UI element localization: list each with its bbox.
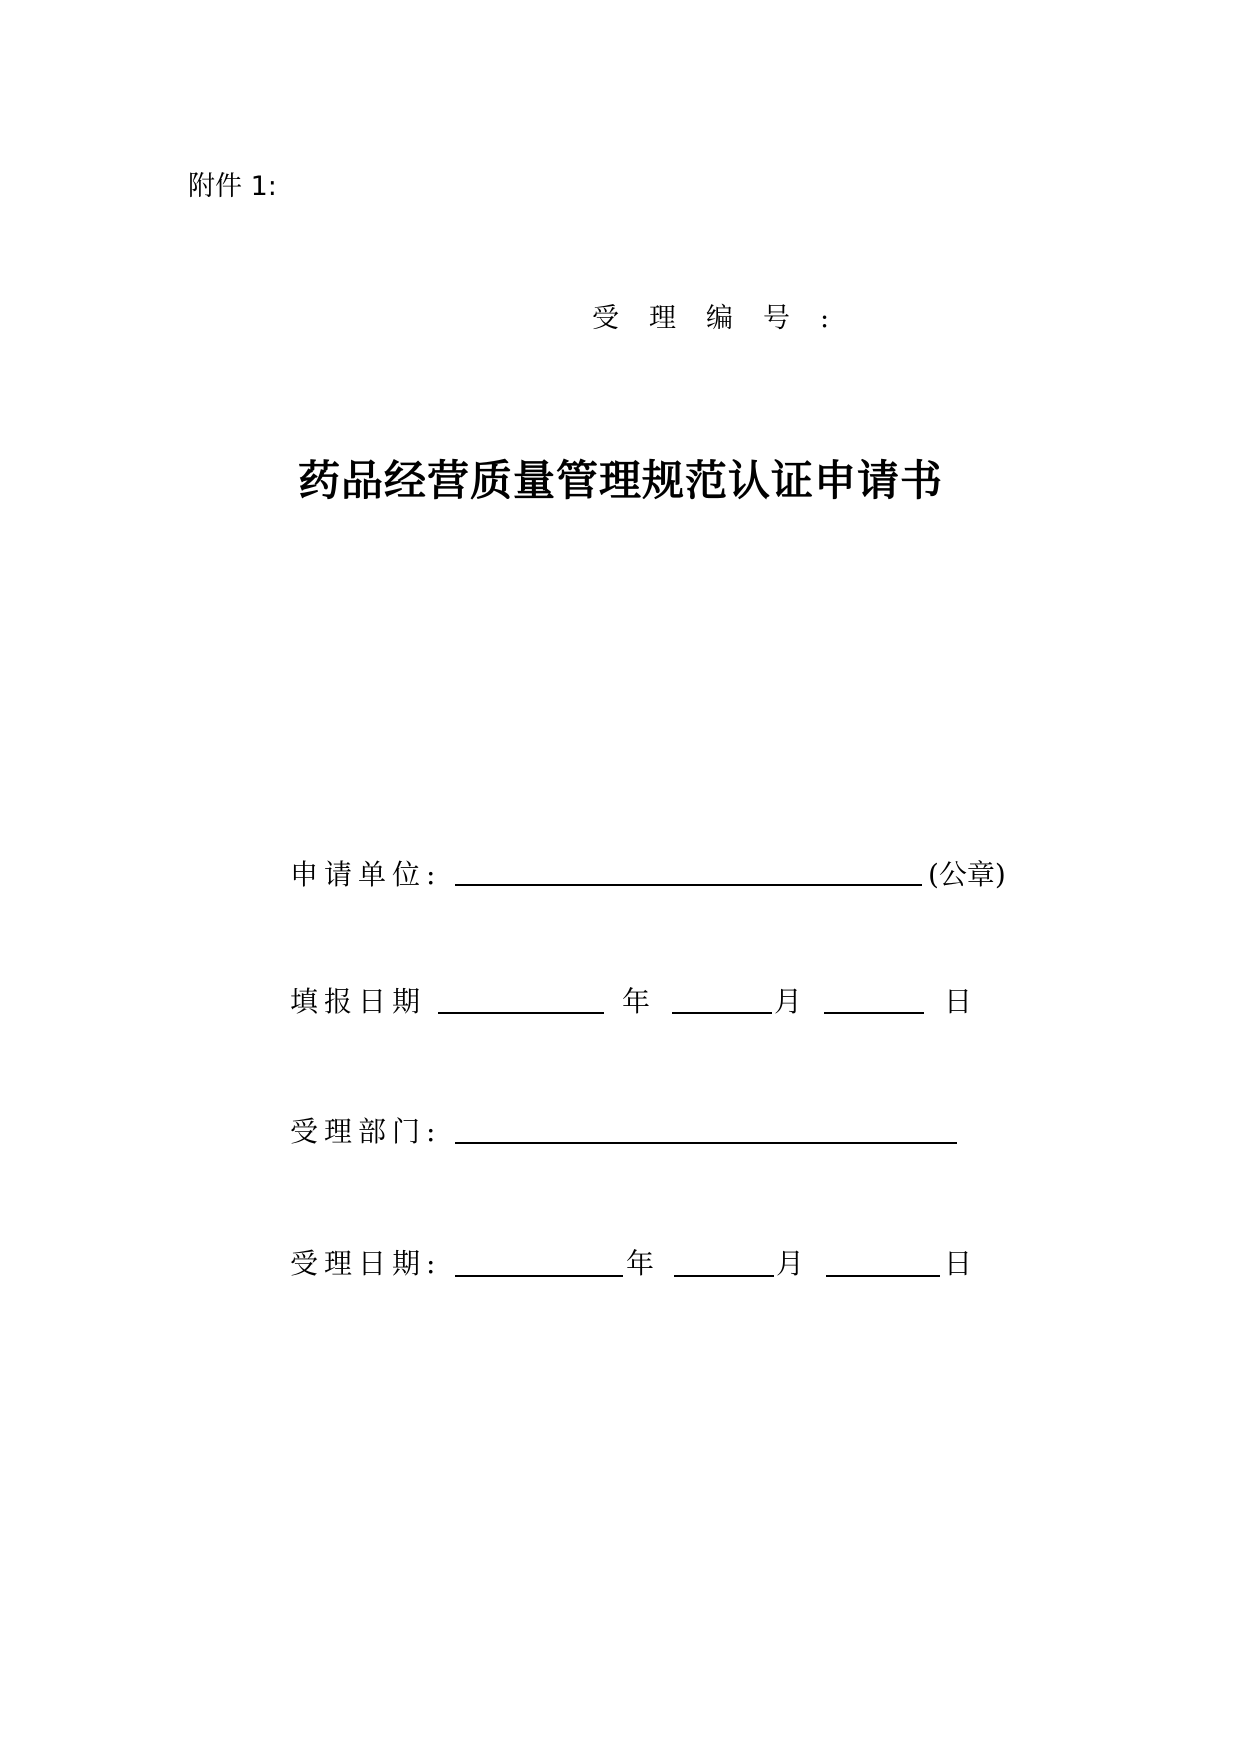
applicant-unit-seal-note: (公章) [928, 858, 1006, 891]
document-title: 药品经营质量管理规范认证申请书 [297, 456, 943, 505]
acceptance-date-label: 受理日期: [290, 1247, 442, 1280]
applicant-unit-label: 申请单位: [290, 858, 442, 891]
applicant-unit-field[interactable] [455, 884, 922, 886]
fill-date-day-unit: 日 [944, 985, 973, 1018]
attachment-label: 附件 1: [188, 171, 277, 202]
fill-date-month-field[interactable] [672, 1012, 772, 1014]
acceptance-date-day-unit: 日 [944, 1247, 973, 1280]
fill-date-year-unit: 年 [622, 985, 651, 1018]
fill-date-label: 填报日期 [290, 985, 427, 1018]
accepting-department-field[interactable] [455, 1142, 957, 1144]
acceptance-date-year-unit: 年 [626, 1247, 655, 1280]
acceptance-date-month-field[interactable] [674, 1275, 774, 1277]
acceptance-date-month-unit: 月 [776, 1247, 805, 1280]
fill-date-day-field[interactable] [824, 1012, 924, 1014]
acceptance-date-day-field[interactable] [826, 1275, 940, 1277]
fill-date-year-field[interactable] [438, 1012, 604, 1014]
fill-date-month-unit: 月 [774, 985, 803, 1018]
accepting-department-label: 受理部门: [290, 1115, 442, 1148]
acceptance-date-year-field[interactable] [455, 1275, 623, 1277]
acceptance-number-label: 受理编号: [592, 303, 860, 334]
